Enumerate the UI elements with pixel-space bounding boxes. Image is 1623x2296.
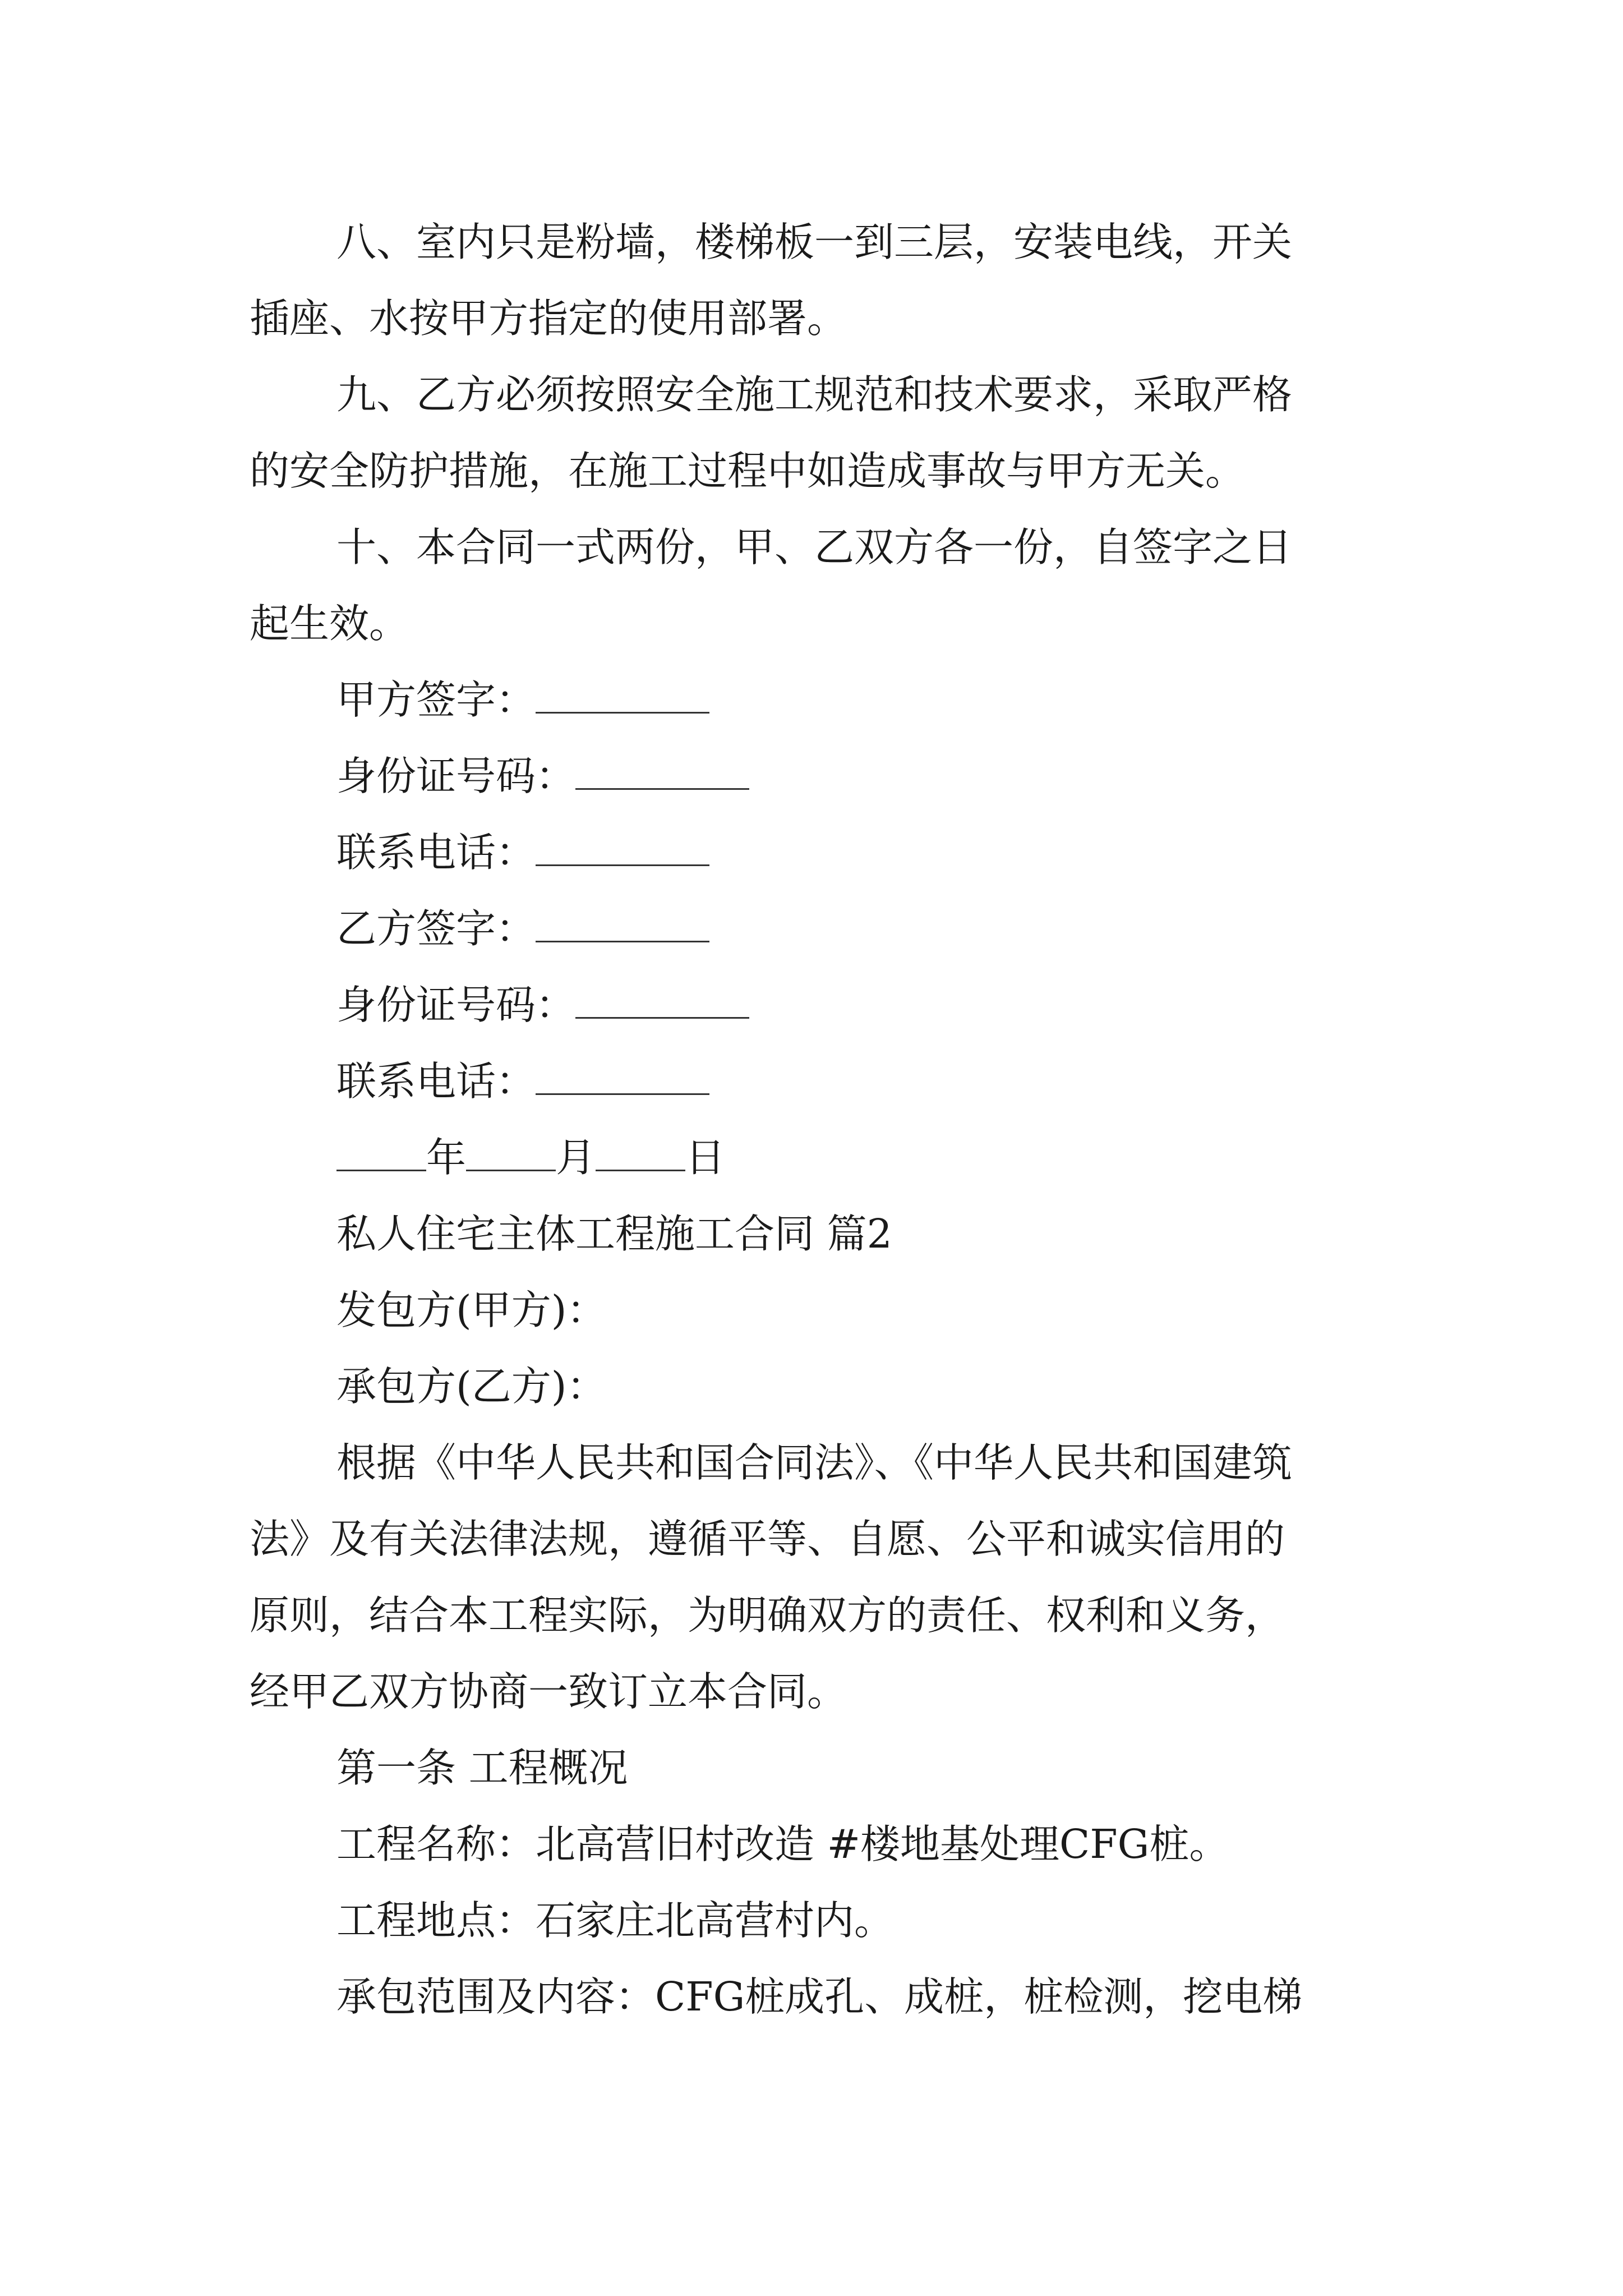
text-line: 经甲乙双方协商一致订立本合同。 [250, 1668, 847, 1715]
year-blank[interactable] [336, 1136, 426, 1171]
party-b-phone-line [336, 1053, 709, 1110]
party-a-signature-line [336, 672, 709, 728]
text-line: 发包方(甲方)： [336, 1287, 607, 1333]
party-a-signature-label: 甲方签字： [336, 677, 536, 723]
month-blank[interactable] [466, 1136, 556, 1171]
article-heading: 第一条 工程概况 [336, 1745, 628, 1791]
party-a-id-line [336, 748, 749, 804]
year-label: 年 [426, 1134, 467, 1181]
text-line: 原则，结合本工程实际，为明确双方的责任、权利和义务， [250, 1592, 1285, 1639]
phone-blank[interactable] [536, 1060, 709, 1095]
phone-blank[interactable] [536, 831, 709, 866]
text-line: 工程名称：北高营旧村改造 #楼地基处理CFG桩。 [336, 1821, 1229, 1867]
text-line: 起生效。 [250, 600, 409, 647]
party-b-signature-line [336, 901, 709, 957]
date-line [336, 1130, 725, 1186]
party-b-signature-label: 乙方签字： [336, 905, 536, 952]
text-line: 承包范围及内容：CFG桩成孔、成桩，桩检测，挖电梯 [336, 1973, 1303, 2020]
text-line: 工程地点：石家庄北高营村内。 [336, 1897, 895, 1944]
day-blank[interactable] [596, 1136, 685, 1171]
text-line: 根据《中华人民共和国合同法》、《中华人民共和国建筑 [336, 1439, 1293, 1486]
month-label: 月 [556, 1134, 596, 1181]
text-line: 插座、水按甲方指定的使用部署。 [250, 295, 847, 342]
party-a-phone-line [336, 825, 709, 881]
text-line: 八、室内只是粉墙，楼梯板一到三层，安装电线，开关 [336, 219, 1293, 265]
section-title: 私人住宅主体工程施工合同 篇2 [336, 1211, 892, 1257]
party-b-id-line [336, 977, 749, 1033]
party-a-id-label: 身份证号码： [336, 753, 576, 799]
text-line: 法》及有关法律法规，遵循平等、自愿、公平和诚实信用的 [250, 1516, 1285, 1562]
text-line: 承包方(乙方)： [336, 1363, 607, 1410]
id-blank[interactable] [575, 983, 749, 1019]
party-a-phone-label: 联系电话： [336, 829, 536, 876]
signature-blank[interactable] [536, 907, 709, 942]
party-b-id-label: 身份证号码： [336, 982, 576, 1028]
day-label: 日 [685, 1134, 726, 1181]
text-line: 九、乙方必须按照安全施工规范和技术要求，采取严格 [336, 371, 1293, 418]
signature-blank[interactable] [536, 678, 709, 714]
party-b-phone-label: 联系电话： [336, 1058, 536, 1105]
text-line: 十、本合同一式两份，甲、乙双方各一份，自签字之日 [336, 524, 1293, 570]
id-blank[interactable] [575, 754, 749, 790]
text-line: 的安全防护措施，在施工过程中如造成事故与甲方无关。 [250, 448, 1246, 494]
